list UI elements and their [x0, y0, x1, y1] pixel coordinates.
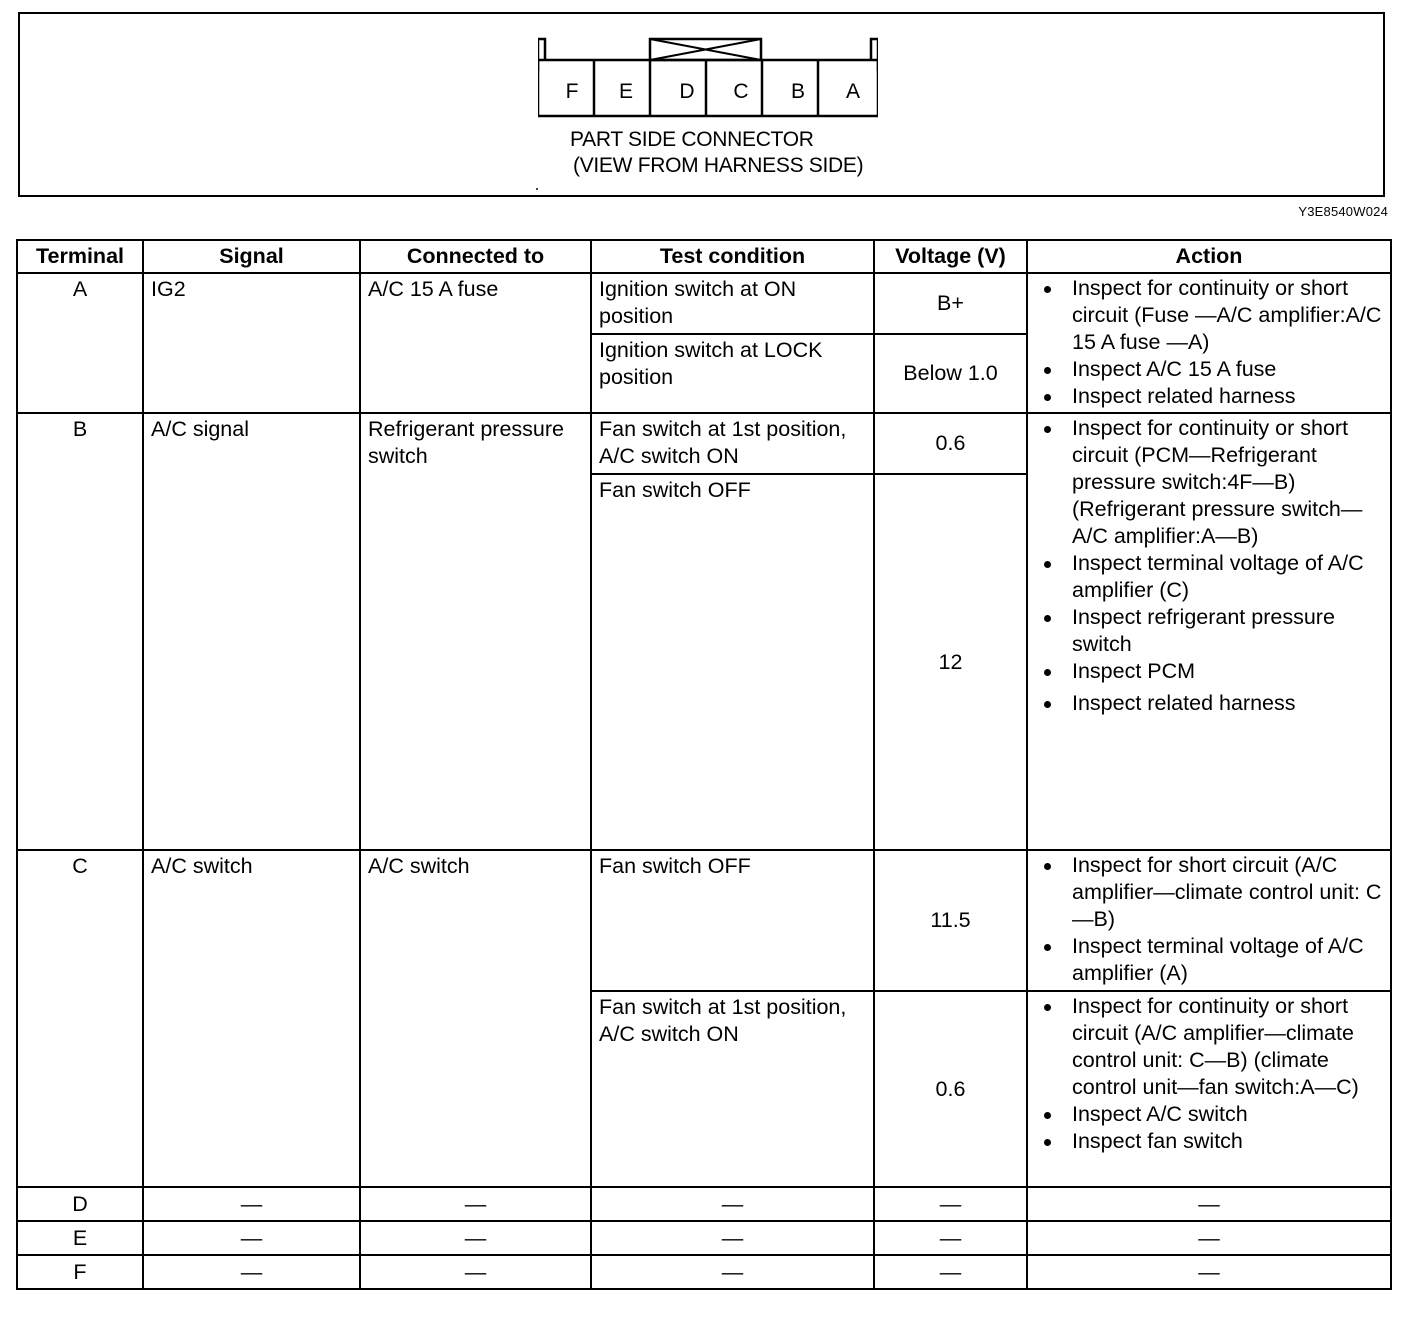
- action-item: Inspect refrigerant pressure switch: [1072, 604, 1386, 658]
- test-condition-cell: Fan switch OFF: [591, 474, 874, 850]
- action-item: Inspect for continuity or short circuit (A/C amplifier—climate control unit: C—B) (climate control unit—fan switch:A—C): [1072, 993, 1386, 1101]
- signal-cell: IG2: [143, 273, 360, 413]
- test-condition-cell: —: [591, 1255, 874, 1289]
- action-item: Inspect terminal voltage of A/C amplifier (A): [1072, 933, 1386, 987]
- test-condition-cell: —: [591, 1187, 874, 1221]
- table-row: [17, 273, 1391, 334]
- pin-label: B: [790, 80, 806, 103]
- header-terminal: Terminal: [17, 240, 143, 273]
- signal-cell: A/C switch: [143, 850, 360, 1187]
- pin-label: C: [733, 80, 749, 103]
- terminal-cell: F: [17, 1255, 143, 1289]
- action-cell: [1027, 991, 1391, 1187]
- pin-label: D: [679, 80, 695, 103]
- voltage-cell: 12: [874, 474, 1027, 850]
- connected-to-cell: —: [360, 1255, 591, 1289]
- caption-line: (VIEW FROM HARNESS SIDE): [573, 154, 864, 177]
- action-item: Inspect for continuity or short circuit (PCM—Refrigerant pressure switch:4F—B) (Refrigerant pressure switch—A/C amplifier:A—B): [1072, 415, 1386, 550]
- action-item: Inspect PCM: [1072, 658, 1386, 685]
- pin-label: A: [845, 80, 861, 103]
- connected-to-cell: A/C 15 A fuse: [360, 273, 591, 413]
- action-item: Inspect related harness: [1072, 690, 1386, 717]
- action-item: Inspect A/C 15 A fuse: [1072, 356, 1386, 383]
- test-condition-cell: Fan switch at 1st position, A/C switch ON: [591, 413, 874, 474]
- action-item: Inspect terminal voltage of A/C amplifier (C): [1072, 550, 1386, 604]
- image-code: Y3E8540W024: [1298, 204, 1388, 219]
- action-item: Inspect A/C switch: [1072, 1101, 1386, 1128]
- voltage-cell: —: [874, 1187, 1027, 1221]
- terminal-cell: B: [17, 413, 143, 850]
- action-list: [1028, 851, 1390, 987]
- action-cell: —: [1027, 1255, 1391, 1289]
- test-condition-cell: —: [591, 1221, 874, 1255]
- connected-to-cell: —: [360, 1221, 591, 1255]
- voltage-cell: 0.6: [874, 991, 1027, 1187]
- pin-label: E: [618, 80, 634, 103]
- connector-caption: [570, 127, 863, 179]
- terminal-cell: C: [17, 850, 143, 1187]
- signal-cell: A/C signal: [143, 413, 360, 850]
- connected-to-cell: A/C switch: [360, 850, 591, 1187]
- test-condition-cell: Fan switch OFF: [591, 850, 874, 991]
- connector-diagram-box: [18, 12, 1385, 197]
- terminal-cell: D: [17, 1187, 143, 1221]
- voltage-cell: —: [874, 1221, 1027, 1255]
- voltage-cell: Below 1.0: [874, 334, 1027, 413]
- connector-body: [538, 60, 878, 116]
- header-test-condition: Test condition: [591, 240, 874, 273]
- action-item: Inspect for continuity or short circuit (Fuse —A/C amplifier:A/C 15 A fuse —A): [1072, 275, 1386, 356]
- action-item: Inspect fan switch: [1072, 1128, 1386, 1155]
- action-item: Inspect for short circuit (A/C amplifier—climate control unit: C—B): [1072, 852, 1386, 933]
- connected-to-cell: —: [360, 1187, 591, 1221]
- table-header-row: [17, 240, 1391, 273]
- test-condition-cell: Fan switch at 1st position, A/C switch ON: [591, 991, 874, 1187]
- action-cell: [1027, 273, 1391, 413]
- test-condition-cell: Ignition switch at LOCK position: [591, 334, 874, 413]
- voltage-cell: B+: [874, 273, 1027, 334]
- header-voltage: Voltage (V): [874, 240, 1027, 273]
- caption-line: PART SIDE CONNECTOR: [570, 128, 814, 151]
- action-list: [1028, 414, 1390, 717]
- table-row: [17, 1255, 1391, 1289]
- voltage-cell: —: [874, 1255, 1027, 1289]
- table-row: [17, 1187, 1391, 1221]
- action-cell: [1027, 850, 1391, 991]
- connector-diagram: [538, 36, 878, 126]
- action-list: [1028, 274, 1390, 410]
- action-cell: [1027, 413, 1391, 850]
- voltage-cell: 0.6: [874, 413, 1027, 474]
- table-row: [17, 413, 1391, 474]
- action-cell: —: [1027, 1187, 1391, 1221]
- table-row: [17, 850, 1391, 991]
- signal-cell: —: [143, 1255, 360, 1289]
- header-connected-to: Connected to: [360, 240, 591, 273]
- scan-speck: [536, 188, 538, 190]
- signal-cell: —: [143, 1187, 360, 1221]
- connected-to-cell: Refrigerant pressure switch: [360, 413, 591, 850]
- signal-cell: —: [143, 1221, 360, 1255]
- terminal-cell: E: [17, 1221, 143, 1255]
- test-condition-cell: Ignition switch at ON position: [591, 273, 874, 334]
- terminal-voltage-table: [16, 239, 1392, 1290]
- pin-label: F: [565, 80, 579, 103]
- action-list: [1028, 992, 1390, 1155]
- header-signal: Signal: [143, 240, 360, 273]
- header-action: Action: [1027, 240, 1391, 273]
- action-cell: —: [1027, 1221, 1391, 1255]
- voltage-cell: 11.5: [874, 850, 1027, 991]
- action-item: Inspect related harness: [1072, 383, 1386, 410]
- terminal-cell: A: [17, 273, 143, 413]
- table-row: [17, 1221, 1391, 1255]
